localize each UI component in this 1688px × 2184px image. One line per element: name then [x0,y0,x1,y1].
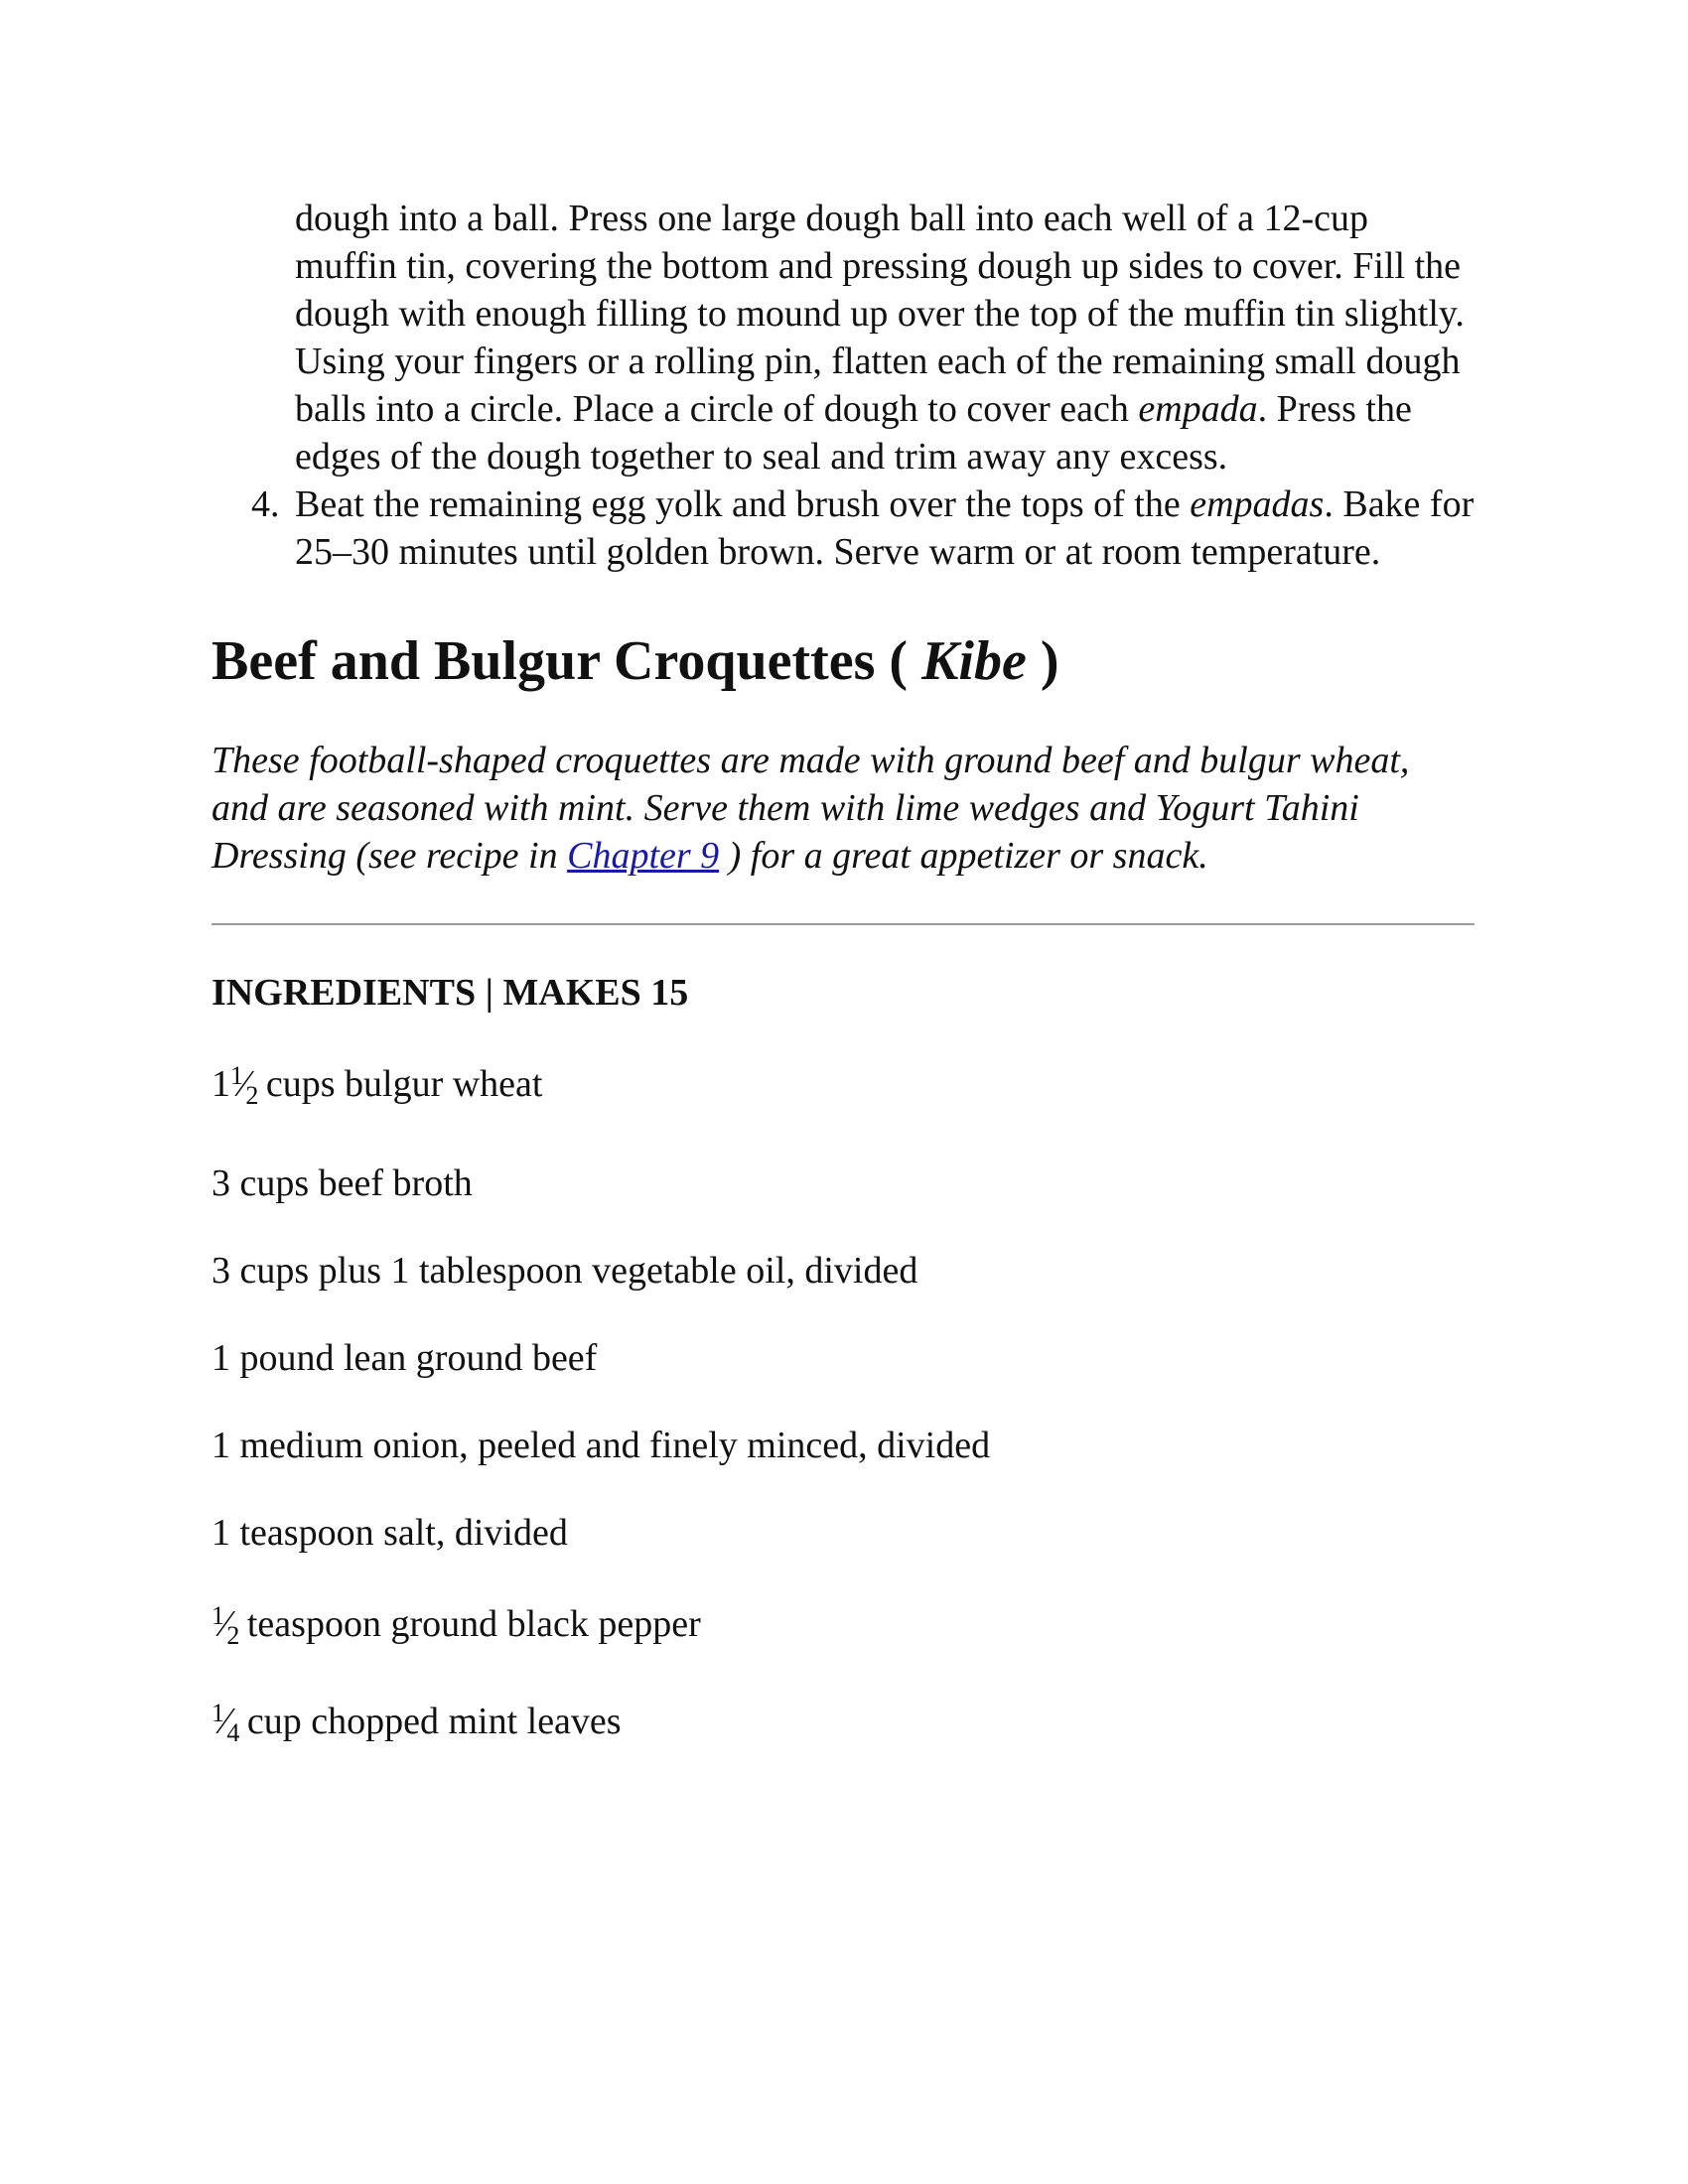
ingredient-item [211,1698,1475,1745]
fraction-denominator: 2 [226,1621,238,1650]
fraction-numerator: 1 [211,1699,222,1727]
step-4-text-end: . Bake for 25–30 minutes until golden brown. Serve warm or at room temperature. [295,483,1475,573]
ingredient-text: teaspoon ground black pepper [237,1603,701,1645]
ingredient-whole-number: 1 [211,1063,230,1105]
ingredient-fraction [211,1698,237,1745]
step-3-continuation [295,195,1475,480]
recipe-intro-text: These football-shaped croquettes are made with ground beef and bulgur wheat, and are seasoned with mint. Serve them with lime wedges and Yogurt Tahini Dressing (see recipe in [211,740,1410,877]
step-4-italic-term: empadas [1190,483,1325,525]
step-3-italic-term: empada [1138,388,1258,430]
section-divider [211,923,1475,925]
ingredient-text: 1 medium onion, peeled and finely minced, divided [211,1425,991,1466]
ingredient-text: cups bulgur wheat [256,1063,543,1105]
fraction-denominator: 4 [226,1718,238,1747]
fraction-numerator: 1 [230,1061,241,1090]
step-3-text: dough into a ball. Press one large dough ball into each well of a 12-cup muffin tin, covering the bottom and pressing dough up sides to cover. Fill the dough with enough filling to mound up over the top of the muffin tin slightly. Using your fingers or a rolling pin, flatten each of the remaining small dough balls into a circle. Place a circle of dough to cover each [295,198,1465,430]
ingredient-item [211,1060,1475,1108]
ingredient-item [211,1334,1475,1382]
ingredient-item [211,1600,1475,1648]
ingredient-text: 3 cups beef broth [211,1162,473,1204]
fraction-slash: ⁄ [222,1701,227,1742]
ingredient-item [211,1160,1475,1207]
recipe-title-main: Beef and Bulgur Croquettes ( [211,630,922,692]
recipe-intro-text-end: ) for a great appetizer or snack. [719,835,1208,877]
document-page [211,195,1475,1745]
ingredients-heading: INGREDIENTS | MAKES 15 [211,972,689,1014]
fraction-numerator: 1 [211,1601,222,1630]
ingredients-list [211,1060,1475,1745]
step-3-text-end: . Press the edges of the dough together to seal and trim away any excess. [295,388,1412,478]
ingredient-fraction [211,1600,237,1648]
ingredient-item [211,1422,1475,1469]
ingredient-text: 1 teaspoon salt, divided [211,1512,568,1554]
chapter-9-link[interactable]: Chapter 9 [567,835,720,877]
ingredient-text: 3 cups plus 1 tablespoon vegetable oil, divided [211,1250,918,1292]
ingredient-text: cup chopped mint leaves [237,1701,622,1742]
ingredient-item [211,1509,1475,1557]
fraction-denominator: 2 [245,1081,257,1110]
step-4 [251,480,1475,576]
fraction-slash: ⁄ [241,1063,246,1105]
ingredient-text: 1 pound lean ground beef [211,1337,598,1379]
fraction-slash: ⁄ [222,1603,227,1645]
ingredient-fraction [230,1060,256,1108]
recipe-title-end: ) [1026,630,1059,692]
step-4-number: 4. [251,483,280,525]
recipe-intro [211,737,1475,880]
ingredient-item [211,1247,1475,1295]
recipe-title [211,625,1475,697]
step-4-text: Beat the remaining egg yolk and brush over the tops of the [295,483,1191,525]
recipe-title-italic: Kibe [921,630,1027,692]
